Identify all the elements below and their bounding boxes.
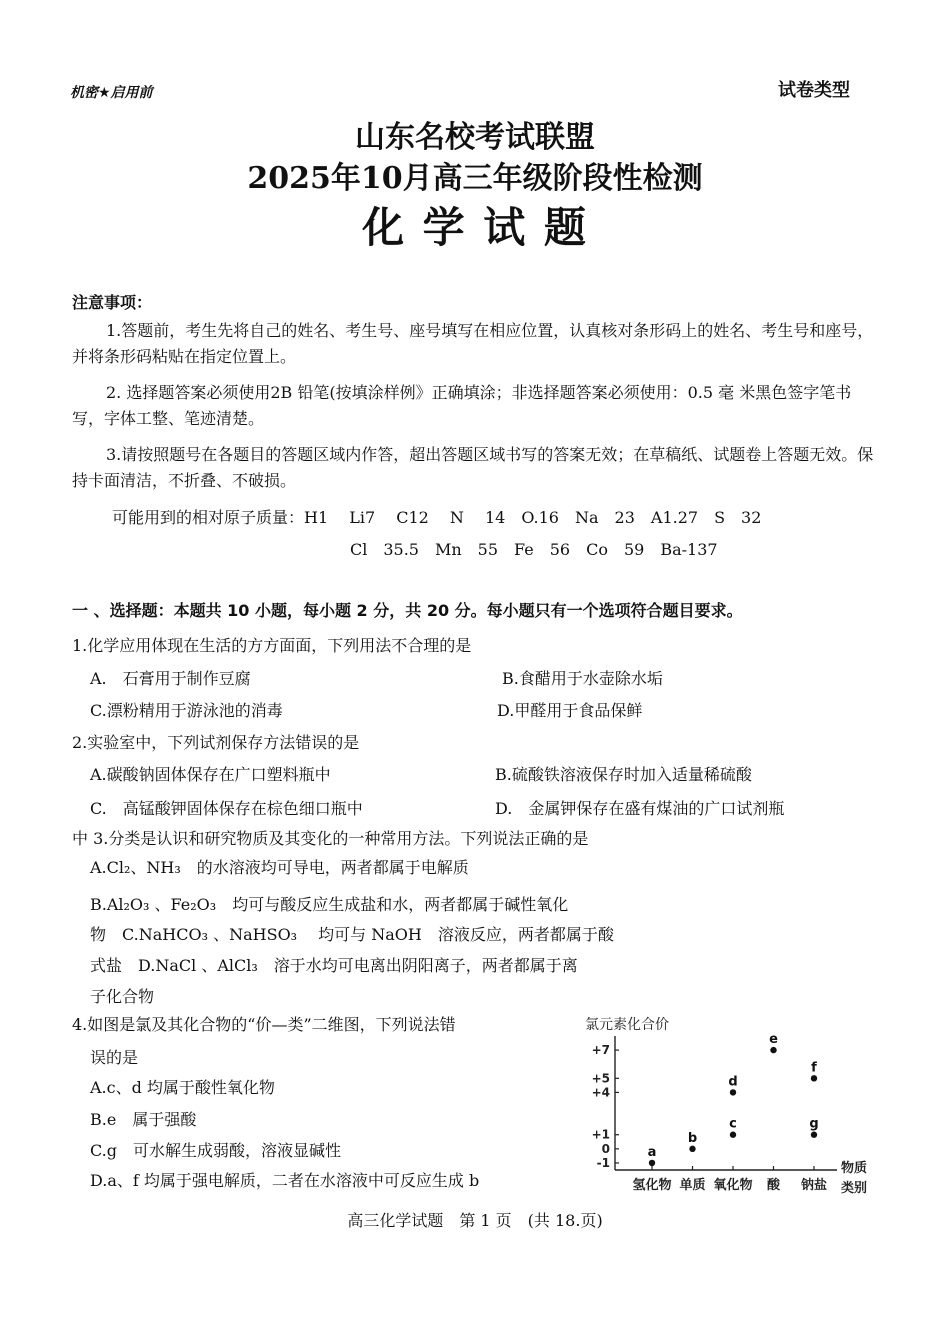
chart-point-b	[689, 1146, 695, 1152]
notice-item-1: 1.答题前，考生先将自己的姓名、考生号、座号填写在相应位置，认真核对条形码上的姓名、考生号和座号，并将条形码粘贴在指定位置上。	[72, 321, 874, 366]
chart-x-axis-label-line-2: 类别	[841, 1181, 868, 1196]
atomic-mass-line-1: 可能用到的相对原子质量：H1 Li7 C12 N 14 O.16 Na 23 A1.27 S 32	[112, 508, 762, 527]
chart-point-e	[770, 1047, 776, 1053]
chart-y-tick-label: +4	[591, 1085, 610, 1100]
q4-option-c: C.g 可水解生成弱酸，溶液显碱性	[90, 1141, 342, 1160]
notice-heading: 注意事项：	[72, 293, 153, 312]
atomic-mass-line-2: Cl 35.5 Mn 55 Fe 56 Co 59 Ba-137	[350, 540, 718, 559]
exam-session-title: 2025年10月高三年级阶段性检测	[247, 161, 703, 196]
q3-stem: 中 3.分类是认识和研究物质及其变化的一种常用方法。下列说法正确的是	[72, 829, 589, 848]
chart-point-label-f: f	[811, 1060, 817, 1076]
notice-item-3: 3.请按照题号在各题目的答题区域内作答，超出答题区域书写的答案无效；在草稿纸、试题卷上答题无效。保持卡面清洁，不折叠、不破损。	[72, 445, 874, 490]
chart-x-tick-label: 氢化物	[632, 1178, 672, 1193]
q3-text-line-2: 物 C.NaHCO₃ 、NaHSO₃ 均可与 NaOH 溶液反应，两者都属于酸	[90, 925, 614, 944]
chart-y-tick-label: 0	[601, 1141, 610, 1156]
section-heading: 一 、选择题：本题共 10 小题，每小题 2 分，共 20 分。每小题只有一个选项符合题目要求。	[72, 601, 743, 620]
q4-option-b: B.e 属于强酸	[90, 1110, 197, 1129]
exam-organizer-title: 山东名校考试联盟	[355, 120, 595, 155]
chart-point-label-c: c	[729, 1116, 737, 1132]
chart-point-label-b: b	[687, 1130, 698, 1146]
subject-title: 化 学 试 题	[362, 203, 588, 252]
q4-stem-line-2: 误的是	[90, 1048, 139, 1067]
chart-point-label-a: a	[647, 1144, 657, 1160]
q4-option-d: D.a、f 均属于强电解质，二者在水溶液中可反应生成 b	[90, 1171, 480, 1190]
q1-option-d: D.甲醛用于食品保鲜	[497, 701, 643, 720]
q2-option-d: D. 金属钾保存在盛有煤油的广口试剂瓶	[495, 799, 785, 818]
chart-x-tick-label: 单质	[679, 1178, 706, 1193]
chart-y-tick-label: -1	[596, 1155, 610, 1170]
chart-point-label-e: e	[769, 1032, 778, 1048]
confidential-mark: 机密★启用前	[70, 85, 153, 101]
q2-option-c: C. 高锰酸钾固体保存在棕色细口瓶中	[90, 799, 363, 818]
q1-option-c: C.漂粉精用于游泳池的消毒	[90, 701, 283, 720]
q1-stem: 1.化学应用体现在生活的方方面面，下列用法不合理的是	[72, 636, 472, 655]
chart-x-tick-label: 氧化物	[713, 1178, 753, 1193]
valence-class-chart	[575, 1012, 880, 1202]
chart-point-d	[730, 1089, 736, 1095]
q1-option-a: A. 石膏用于制作豆腐	[90, 669, 251, 688]
q3-text-line-3: 式盐 D.NaCl 、AlCl₃ 溶于水均可电离出阴阳离子，两者都属于离	[90, 956, 578, 975]
q2-stem: 2.实验室中，下列试剂保存方法错误的是	[72, 733, 360, 752]
q3-option-a: A.Cl₂、NH₃ 的水溶液均可导电，两者都属于电解质	[90, 858, 469, 877]
q3-text-line-4: 子化合物	[90, 987, 155, 1006]
chart-y-tick-label: +5	[591, 1071, 610, 1086]
q3-text-line-1: B.Al₂O₃ 、Fe₂O₃ 均可与酸反应生成盐和水，两者都属于碱性氧化	[90, 895, 569, 914]
q4-option-a: A.c、d 均属于酸性氧化物	[90, 1078, 275, 1097]
notice-item-2: 2. 选择题答案必须使用2B 铅笔(按填涂样例》正确填涂；非选择题答案必须使用：0.5 毫 米黑色签字笔书写，字体工整、笔迹清楚。	[72, 383, 852, 428]
paper-type-label: 试卷类型	[778, 80, 850, 101]
chart-point-g	[811, 1132, 817, 1138]
chart-point-a	[649, 1160, 655, 1166]
page-footer: 高三化学试题 第 1 页 (共 18.页)	[347, 1211, 603, 1230]
chart-point-label-d: d	[728, 1074, 738, 1090]
chart-x-tick-label: 酸	[766, 1178, 781, 1193]
q2-option-a: A.碳酸钠固体保存在广口塑料瓶中	[90, 765, 331, 784]
q1-option-b: B.食醋用于水壶除水垢	[502, 669, 663, 688]
q2-option-b: B.硫酸铁溶液保存时加入适量稀硫酸	[495, 765, 752, 784]
chart-x-tick-label: 钠盐	[800, 1178, 828, 1193]
chart-y-tick-label: +7	[591, 1043, 610, 1058]
chart-y-tick-label: +1	[591, 1127, 610, 1142]
q4-stem-line-1: 4.如图是氯及其化合物的“价—类”二维图，下列说法错	[72, 1015, 456, 1034]
chart-point-f	[811, 1075, 817, 1081]
chart-x-axis-label: 物质	[841, 1161, 868, 1176]
chart-y-axis-label: 氯元素化合价	[585, 1017, 669, 1033]
chart-point-c	[730, 1132, 736, 1138]
chart-point-label-g: g	[809, 1116, 819, 1132]
